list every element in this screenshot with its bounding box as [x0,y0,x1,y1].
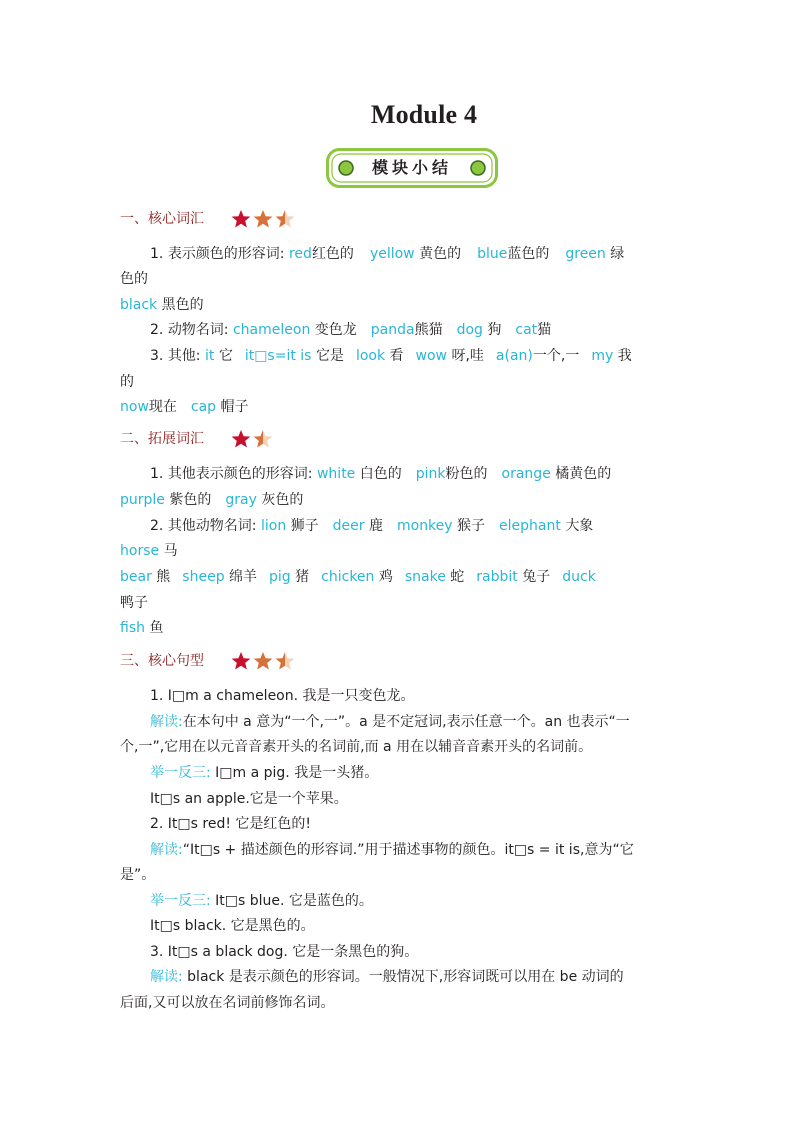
text-line: 色的 [120,271,148,287]
half-star-icon [276,210,295,228]
half-star-icon [254,430,273,448]
text-line: 1. 表示颜色的形容词: red红色的 yellow 黄色的 blue蓝色的 green 绿 [150,246,625,262]
text-line: 后面,又可以放在名词前修饰名词。 [120,995,335,1011]
star-icon [254,210,273,228]
explanation-label: 解读: [150,842,183,858]
text-line: 3. 其他: it 它 it□s=it is 它是 look 看 wow 呀,哇 a(an)一个,一 my 我 [150,348,632,364]
text-line: 解读:在本句中 a 意为“一个,一”。a 是不定冠词,表示任意一个。an 也表示“一 [150,714,630,730]
text-line: 2. 动物名词: chameleon 变色龙 panda熊猫 dog 狗 cat猫 [150,322,552,338]
text-line: 鸭子 [120,595,148,611]
text-line: 是”。 [120,867,156,883]
text-line: bear 熊 sheep 绵羊 pig 猪 chicken 鸡 snake 蛇 rabbit 兔子 duck [120,569,596,585]
text-line: It□s black. 它是黑色的。 [150,918,315,934]
section-heading-core-sentences: 三、核心句型 [120,653,204,669]
star-icon [232,430,251,448]
text-line: 个,一”,它用在以元音音素开头的名词前,而 a 用在以辅音音素开头的名词前。 [120,739,593,755]
star-icon [232,652,251,670]
text-line: 2. 其他动物名词: lion 狮子 deer 鹿 monkey 猴子 elephant 大象 [150,518,594,534]
text-line: 1. 其他表示颜色的形容词: white 白色的 pink粉色的 orange 橘黄色的 [150,466,612,482]
text-line: 解读: black 是表示颜色的形容词。一般情况下,形容词既可以用在 be 动词的 [150,969,624,985]
text-line: 举一反三: It□s blue. 它是蓝色的。 [150,893,373,909]
text-line: 举一反三: I□m a pig. 我是一头猪。 [150,765,379,781]
module-summary-badge [326,148,498,188]
star-rating [230,208,300,230]
example-label: 举一反三: [150,765,211,781]
section-heading-core-vocabulary: 一、核心词汇 [120,211,204,227]
star-icon [254,652,273,670]
half-star-icon [276,652,295,670]
star-rating [230,428,278,450]
text-line: now现在 cap 帽子 [120,399,249,415]
star-icon [232,210,251,228]
text-line: fish 鱼 [120,620,164,636]
page-title: Module 4 [370,100,478,129]
text-line: 3. It□s a black dog. 它是一条黑色的狗。 [150,944,419,960]
text-line: horse 马 [120,543,178,559]
explanation-label: 解读: [150,969,183,985]
star-rating [230,650,300,672]
text-line: It□s an apple.它是一个苹果。 [150,791,348,807]
explanation-label: 解读: [150,714,183,730]
text-line: 的 [120,374,134,390]
badge-label: 模块小结 [371,158,452,177]
text-line: purple 紫色的 gray 灰色的 [120,492,304,508]
text-line: 解读:“It□s + 描述颜色的形容词.”用于描述事物的颜色。it□s = it is,意为“它 [150,842,634,858]
text-line: 2. It□s red! 它是红色的! [150,816,312,832]
example-label: 举一反三: [150,893,211,909]
text-line: 1. I□m a chameleon. 我是一只变色龙。 [150,688,415,704]
text-line: black 黑色的 [120,297,204,313]
section-heading-extended-vocabulary: 二、拓展词汇 [120,431,204,447]
